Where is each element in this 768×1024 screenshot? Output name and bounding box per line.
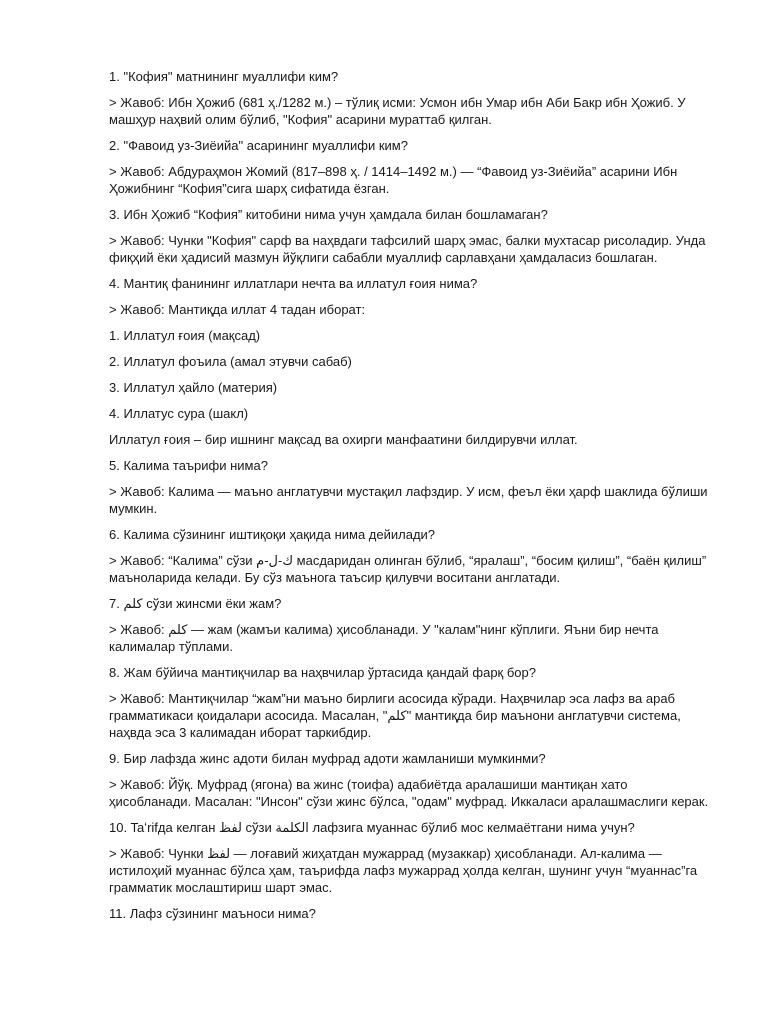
list-item: 2. Иллатул фоъила (амал этувчи сабаб) xyxy=(109,354,352,369)
document-body xyxy=(109,68,709,931)
answer-7: > Жавоб: كلم — жам (жамъи калима) ҳисобланади. У "калам"нинг кўплиги. Яъни бир нечта калималар тўплами. xyxy=(109,622,659,654)
question-7: 7. كلم сўзи жинсми ёки жам? xyxy=(109,596,282,611)
answer-4: > Жавоб: Мантиқда иллат 4 тадан иборат: xyxy=(109,302,366,317)
question-6: 6. Калима сўзининг иштиқоқи ҳақида нима дейилади? xyxy=(109,527,436,542)
list-item: 4. Иллатус сура (шакл) xyxy=(109,406,249,421)
answer-9: > Жавоб: Йўқ. Муфрад (ягона) ва жинс (тоифа) адабиётда аралашиши мантиқан хато ҳисобланади. Масалан: "Инсон" сўзи жинс бўлса, "одам" муфрад. Иккаласи аралашмаслиги керак. xyxy=(109,777,709,809)
list-item: 3. Иллатул ҳайло (материя) xyxy=(109,380,278,395)
question-1: 1. "Кофия" матнининг муаллифи ким? xyxy=(109,69,339,84)
question-5: 5. Калима таърифи нима? xyxy=(109,458,268,473)
answer-8: > Жавоб: Мантиқчилар “жам”ни маъно бирлиги асосида кўради. Наҳвчилар эса лафз ва араб грамматикаси қоидалари асосида. Масалан, "كلم" мантиқда бир маънони англатувчи система, наҳвда эса 3 калимадан иборат таркибдир. xyxy=(109,691,681,740)
answer-3: > Жавоб: Чунки "Кофия" сарф ва наҳвдаги тафсилий шарҳ эмас, балки мухтасар рисоладир. Унда фиқҳий ёки ҳадисий мазмун йўқлиги сабабли муаллиф сарлавҳани ҳамдаласиз бошлаган. xyxy=(109,233,706,265)
answer-10: > Жавоб: Чунки لفظ — лоғавий жиҳатдан мужаррад (музаккар) ҳисобланади. Ал-калима — истилоҳий муаннас бўлса ҳам, таърифда лафз мужаррад ҳолда келган, шунинг учун “муаннас”га грамматик мослаштириш шарт эмас. xyxy=(109,846,698,895)
answer-2: > Жавоб: Абдураҳмон Жомий (817–898 ҳ. / 1414–1492 м.) — “Фавоид уз-Зиёийа” асарини Ибн Ҳожибнинг “Кофия”сига шарҳ сифатида ёзган. xyxy=(109,164,678,196)
question-8: 8. Жам бўйича мантиқчилар ва наҳвчилар ўртасида қандай фарқ бор? xyxy=(109,665,536,680)
question-4: 4. Мантиқ фанининг иллатлари нечта ва иллатул ғоия нима? xyxy=(109,276,478,291)
answer-1: > Жавоб: Ибн Ҳожиб (681 ҳ./1282 м.) – тўлиқ исми: Усмон ибн Умар ибн Аби Бакр ибн Ҳожиб. У машҳур наҳвий олим бўлиб, "Кофия" асарини мураттаб қилган. xyxy=(109,95,686,127)
question-11: 11. Лафз сўзининг маъноси нима? xyxy=(109,906,316,921)
definition-text: Иллатул ғоия – бир ишнинг мақсад ва охирги манфаатини билдирувчи иллат. xyxy=(109,432,578,447)
list-item: 1. Иллатул ғоия (мақсад) xyxy=(109,328,261,343)
answer-5: > Жавоб: Калима — маъно англатувчи мустақил лафздир. У исм, феъл ёки ҳарф шаклида бўлиши мумкин. xyxy=(109,484,708,516)
answer-6: > Жавоб: “Калима” сўзи ك-ل-م масдаридан олинган бўлиб, “яралаш”, “босим қилиш”, “баён қилиш” маъноларида келади. Бу сўз маънога таъсир қилувчи воситани англатади. xyxy=(109,553,707,585)
question-9: 9. Бир лафзда жинс адоти билан муфрад адоти жамланиши мумкинми? xyxy=(109,751,546,766)
question-3: 3. Ибн Ҳожиб “Кофия” китобини нима учун ҳамдала билан бошламаган? xyxy=(109,207,548,222)
question-2: 2. "Фавоид уз-Зиёийа" асарининг муаллифи ким? xyxy=(109,138,408,153)
question-10: 10. Taʻrifда келган لفظ сўзи الكلمة лафзига муаннас бўлиб мос келмаётгани нима учун? xyxy=(109,820,635,835)
